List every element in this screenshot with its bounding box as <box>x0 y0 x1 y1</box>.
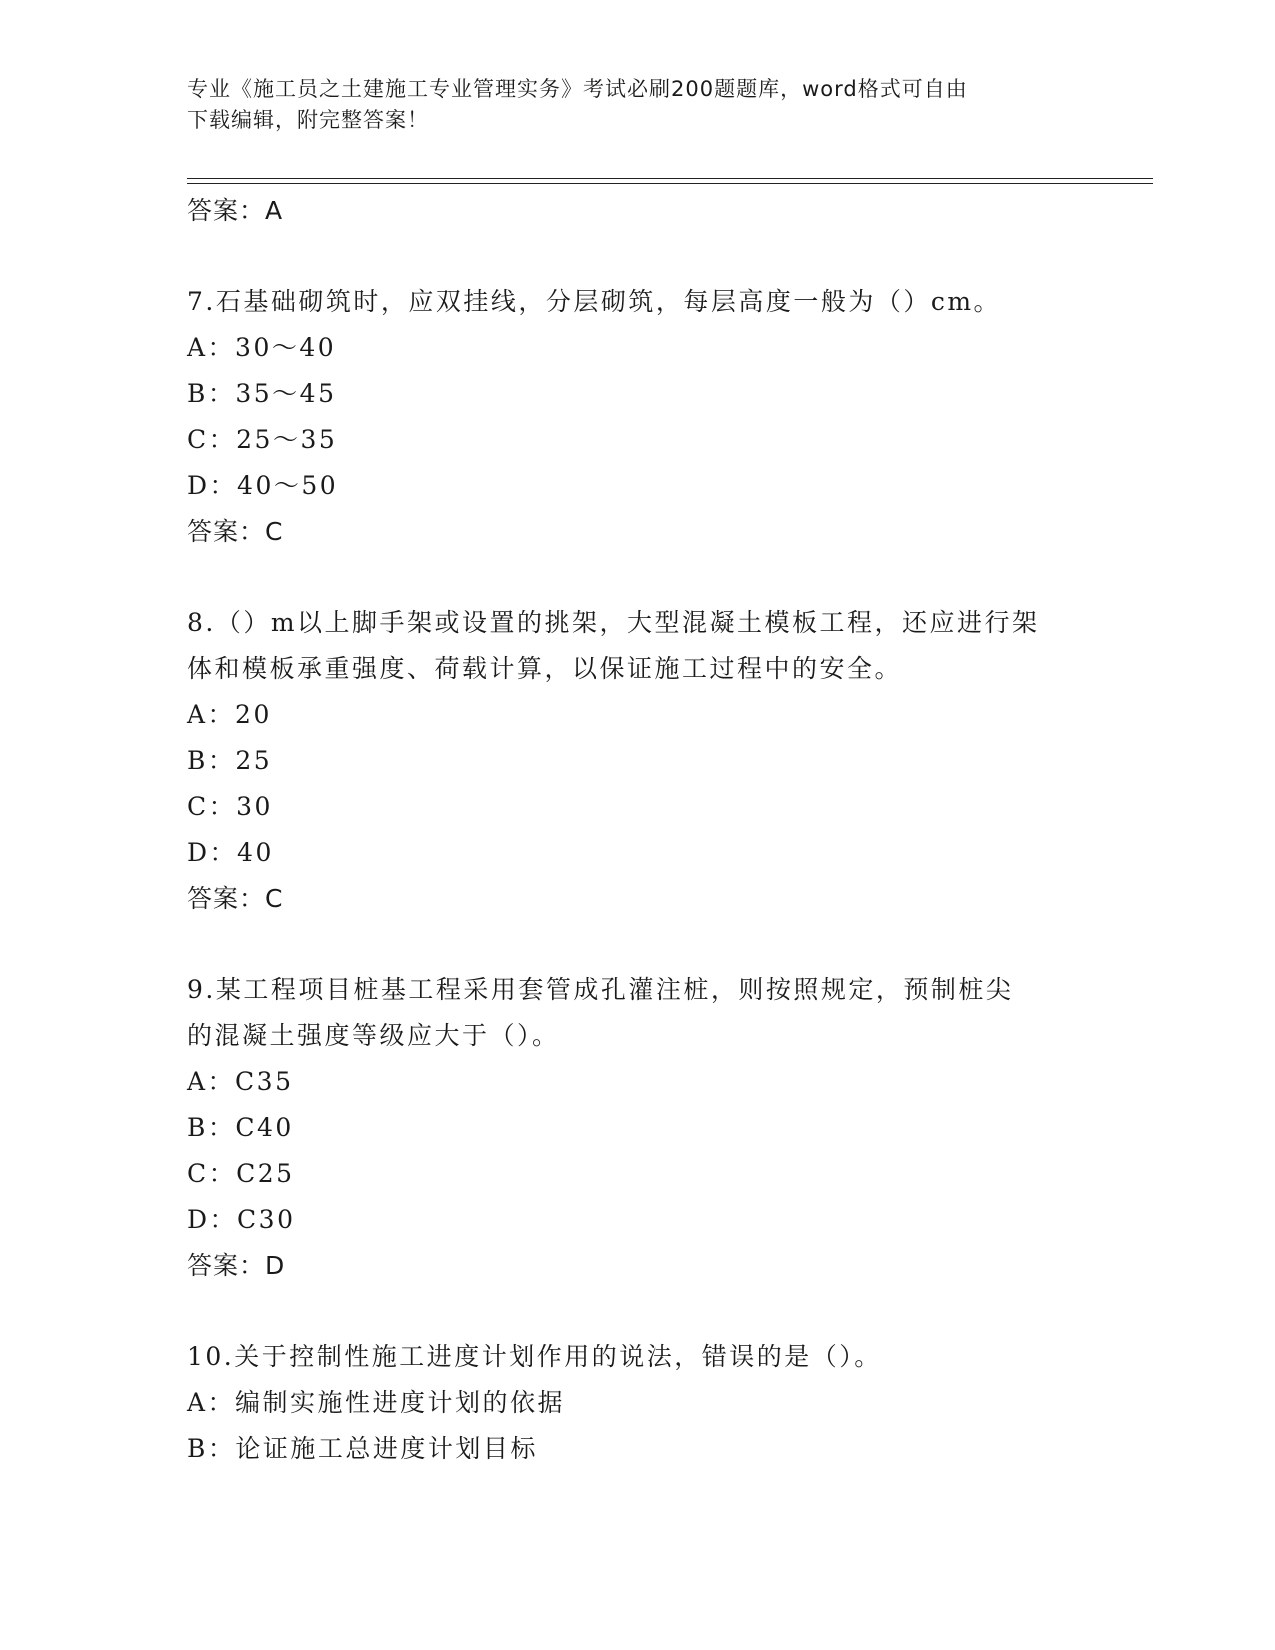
question-text: 7.石基础砌筑时，应双挂线，分层砌筑，每层高度一般为（）cm。 <box>187 287 1002 316</box>
answer-text: 答案：C <box>187 517 284 546</box>
spacer <box>187 1289 1087 1334</box>
option-text: C：30 <box>187 792 273 821</box>
option-text: B：C40 <box>187 1113 294 1142</box>
answer-text: 答案：C <box>187 884 284 913</box>
option-text: A：30～40 <box>187 333 337 362</box>
header-line-1: 专业《施工员之土建施工专业管理实务》考试必刷200题题库，word格式可自由 <box>187 77 968 101</box>
option-text: B：论证施工总进度计划目标 <box>187 1434 538 1463</box>
option-text: A：C35 <box>187 1067 294 1096</box>
spacer <box>187 922 1087 967</box>
answer-text: 答案：A <box>187 196 284 225</box>
question-list <box>187 188 1087 1472</box>
question-text: 10.关于控制性施工进度计划作用的说法，错误的是（）。 <box>187 1342 882 1371</box>
option-text: B：25 <box>187 746 273 775</box>
document-header <box>187 74 1087 136</box>
spacer <box>187 234 1087 279</box>
option-text: D：C30 <box>187 1205 296 1234</box>
question-text: 9.某工程项目桩基工程采用套管成孔灌注桩，则按照规定，预制桩尖 <box>187 975 1014 1004</box>
answer-text: 答案：D <box>187 1251 286 1280</box>
question-text: 体和模板承重强度、荷载计算，以保证施工过程中的安全。 <box>187 654 903 683</box>
option-text: C：C25 <box>187 1159 295 1188</box>
header-rule-top <box>187 178 1153 179</box>
option-text: A：编制实施性进度计划的依据 <box>187 1388 566 1417</box>
question-text: 的混凝土强度等级应大于（）。 <box>187 1021 560 1050</box>
option-text: A：20 <box>187 700 272 729</box>
header-rule-bottom <box>187 183 1153 184</box>
spacer <box>187 555 1087 600</box>
option-text: D：40 <box>187 838 274 867</box>
option-text: D：40～50 <box>187 471 339 500</box>
option-text: C：25～35 <box>187 425 338 454</box>
header-line-2: 下载编辑，附完整答案！ <box>187 108 429 132</box>
option-text: B：35～45 <box>187 379 337 408</box>
question-text: 8.（）m以上脚手架或设置的挑架，大型混凝土模板工程，还应进行架 <box>187 608 1040 637</box>
